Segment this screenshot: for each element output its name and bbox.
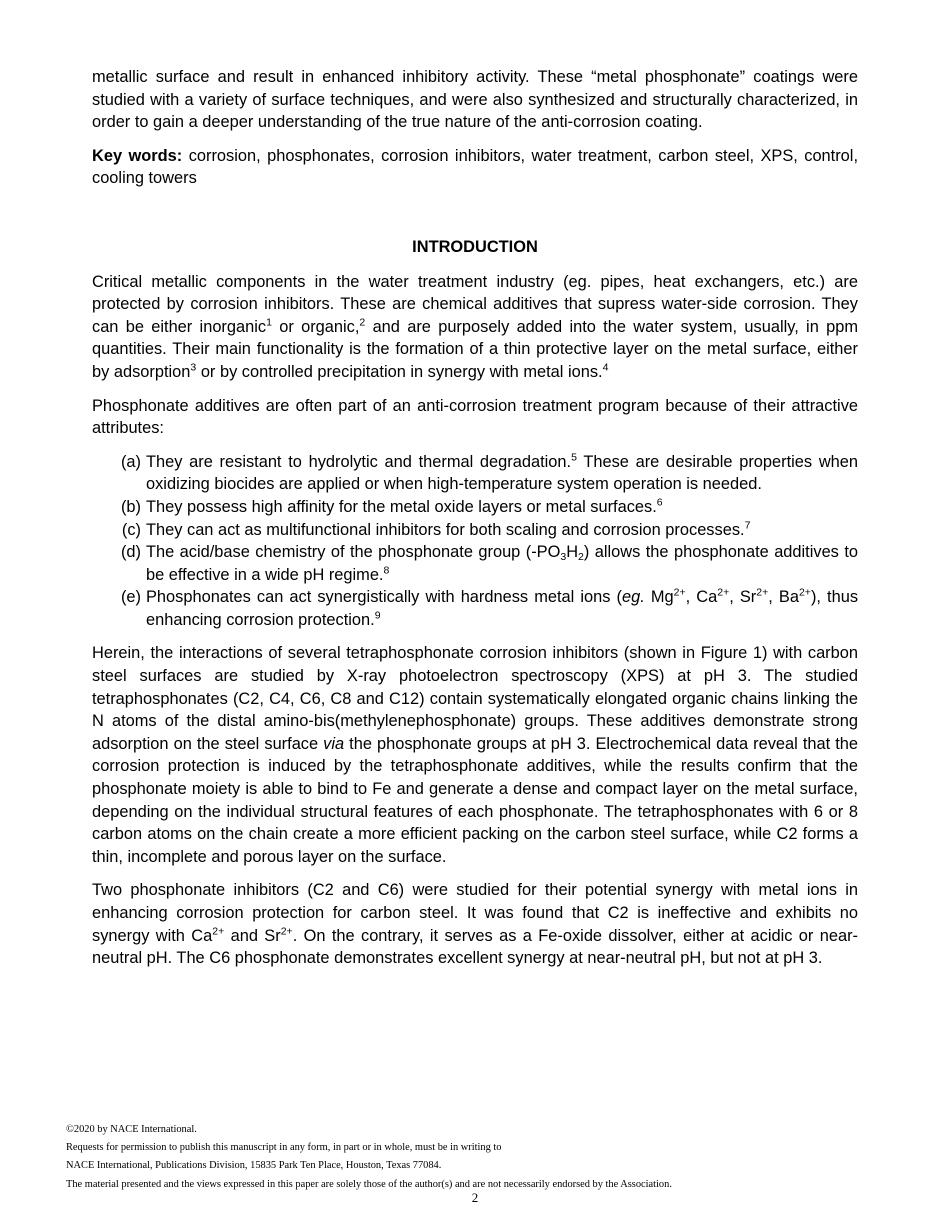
introduction-heading: INTRODUCTION bbox=[412, 237, 538, 256]
text-span: Herein, the interactions of several tetraphosphonate corrosion inhibitors (shown in Figure 1) with carbon steel surfaces are studied by X-ray photoelectron spectroscopy (XPS) at pH 3. The studied tetraphosphonates (C2, C4, C6, C8 and C12) contain systematically elongated organic chains linking the N atoms of the distal amino-bis(methylenephosphonate) groups. These additives demonstrate strong adsorption on the steel surface bbox=[92, 644, 858, 753]
italic-text: via bbox=[323, 734, 345, 753]
text-span: . On the contrary, it serves as a Fe-oxide dissolver, either at acidic or near-neutral pH. The C6 phosphonate demonstrates excellent synergy at near-neutral pH, but not at pH 3. bbox=[92, 926, 858, 968]
footer-copyright: ©2020 by NACE International. bbox=[66, 1124, 197, 1135]
text-span: These are desirable properties when oxidizing biocides are applied or when high-temperature system operation is needed. bbox=[146, 452, 858, 494]
list-item-text bbox=[146, 586, 858, 631]
list-item-label: (b) bbox=[120, 497, 141, 516]
footer-address-line: NACE International, Publications Division, 15835 Park Ten Place, Houston, Texas 77084. bbox=[66, 1160, 442, 1172]
footer-disclaimer-line: The material presented and the views expressed in this paper are solely those of the author(s) and are not necessarily endorsed by the Association. bbox=[66, 1178, 672, 1190]
intro-paragraph-3 bbox=[92, 642, 858, 868]
keywords-paragraph bbox=[92, 145, 858, 190]
charge-superscript: 2+ bbox=[673, 586, 686, 599]
reference-superscript: 1 bbox=[266, 316, 272, 329]
reference-superscript: 7 bbox=[744, 519, 751, 531]
list-item-text bbox=[146, 519, 858, 542]
text-span: and are purposely added into the water system, usually, in ppm quantities. Their main functionality is the formation of a thin protective layer on the metal surface, either by adsorption bbox=[92, 317, 859, 381]
intro-paragraph-2: Phosphonate additives are often part of an anti-corrosion treatment program because of their attractive attributes: bbox=[92, 396, 858, 438]
keywords-text: corrosion, phosphonates, corrosion inhibitors, water treatment, carbon steel, XPS, control, cooling towers bbox=[92, 146, 858, 188]
text-span: , Ba bbox=[768, 588, 799, 607]
text-span: or organic, bbox=[271, 317, 360, 336]
reference-superscript: 6 bbox=[656, 496, 663, 509]
text-span: , Ca bbox=[685, 588, 718, 607]
reference-superscript: 8 bbox=[383, 564, 390, 577]
text-span: Phosphonates can act synergistically with hardness metal ions ( bbox=[146, 588, 622, 607]
text-span: and Sr bbox=[224, 926, 281, 945]
text-span: or by controlled precipitation in synergy with metal ions. bbox=[196, 362, 603, 381]
page-footer bbox=[66, 1121, 886, 1194]
list-item-text bbox=[146, 541, 858, 586]
reference-superscript: 5 bbox=[571, 451, 577, 464]
list-item-label: (c) bbox=[121, 520, 141, 539]
reference-superscript: 2 bbox=[359, 316, 366, 329]
text-span: They are resistant to hydrolytic and thermal degradation. bbox=[146, 452, 572, 471]
text-span: Two phosphonate inhibitors (C2 and C6) were studied for their potential synergy with metal ions in enhancing corrosion protection for carbon steel. It was found that C2 is ineffective and exhibits no synergy with Ca bbox=[92, 881, 858, 945]
text-span: H bbox=[566, 543, 579, 562]
page-number: 2 bbox=[471, 1190, 479, 1205]
list-item bbox=[92, 586, 858, 631]
list-item-label: (a) bbox=[120, 452, 141, 471]
keywords-label: Key words: bbox=[92, 146, 183, 165]
abstract-tail-paragraph bbox=[92, 66, 858, 134]
charge-superscript: 2+ bbox=[717, 586, 730, 599]
footer-permission-line: Requests for permission to publish this manuscript in any form, in part or in whole, must be in writing to bbox=[66, 1142, 502, 1154]
charge-superscript: 2+ bbox=[280, 925, 293, 938]
attributes-list bbox=[92, 451, 858, 632]
charge-superscript: 2+ bbox=[756, 586, 769, 599]
charge-superscript: 2+ bbox=[798, 586, 811, 599]
text-span: They possess high affinity for the metal oxide layers or metal surfaces. bbox=[146, 497, 657, 516]
list-item-text bbox=[146, 496, 858, 519]
list-item bbox=[92, 496, 858, 519]
chemical-subscript: 3 bbox=[560, 551, 567, 564]
chemical-subscript: 2 bbox=[578, 551, 584, 564]
italic-text: eg. bbox=[622, 588, 645, 607]
intro-paragraph-4 bbox=[92, 879, 858, 969]
list-item-text bbox=[146, 451, 858, 496]
text-span: the phosphonate groups at pH 3. Electrochemical data reveal that the corrosion protection is induced by the tetraphosphonate additives, while the results confirm that the phosphonate moiety is able to bind to Fe and generate a dense and compact layer on the metal surface, depending on the individual structural features of each phosphonate. The tetraphosphonates with 6 or 8 carbon atoms on the chain create a more efficient packing on the carbon steel surface, while C2 forms a thin, incomplete and porous layer on the surface. bbox=[92, 734, 858, 866]
list-item bbox=[92, 451, 858, 496]
reference-superscript: 4 bbox=[602, 361, 609, 374]
text-span: , Sr bbox=[729, 588, 757, 607]
text-span: ) allows the phosphonate additives to be effective in a wide pH regime. bbox=[146, 543, 858, 584]
text-span: They can act as multifunctional inhibitors for both scaling and corrosion processes. bbox=[146, 520, 745, 539]
reference-superscript: 9 bbox=[374, 609, 381, 622]
list-item bbox=[92, 519, 858, 542]
reference-superscript: 3 bbox=[190, 361, 197, 374]
list-item bbox=[92, 541, 858, 586]
list-item-label: (e) bbox=[120, 588, 141, 607]
abstract-tail-text: metallic surface and result in enhanced inhibitory activity. These “metal phosphonate” coatings were studied with a variety of surface techniques, and were also synthesized and structurally characterized, in order to gain a deeper understanding of the true nature of the anti-corrosion coating. bbox=[92, 68, 858, 132]
text-span: Mg bbox=[644, 588, 674, 607]
page-content bbox=[92, 66, 858, 981]
text-span: Critical metallic components in the water treatment industry (eg. pipes, heat exchangers, etc.) are protected by corrosion inhibitors. These are chemical additives that supress water-side corrosion. They can be either inorganic bbox=[92, 272, 858, 336]
list-item-label: (d) bbox=[120, 543, 141, 562]
text-span: The acid/base chemistry of the phosphonate group (-PO bbox=[146, 543, 561, 562]
intro-paragraph-1 bbox=[92, 271, 858, 384]
charge-superscript: 2+ bbox=[212, 925, 225, 938]
text-span: ), thus enhancing corrosion protection. bbox=[146, 588, 859, 629]
